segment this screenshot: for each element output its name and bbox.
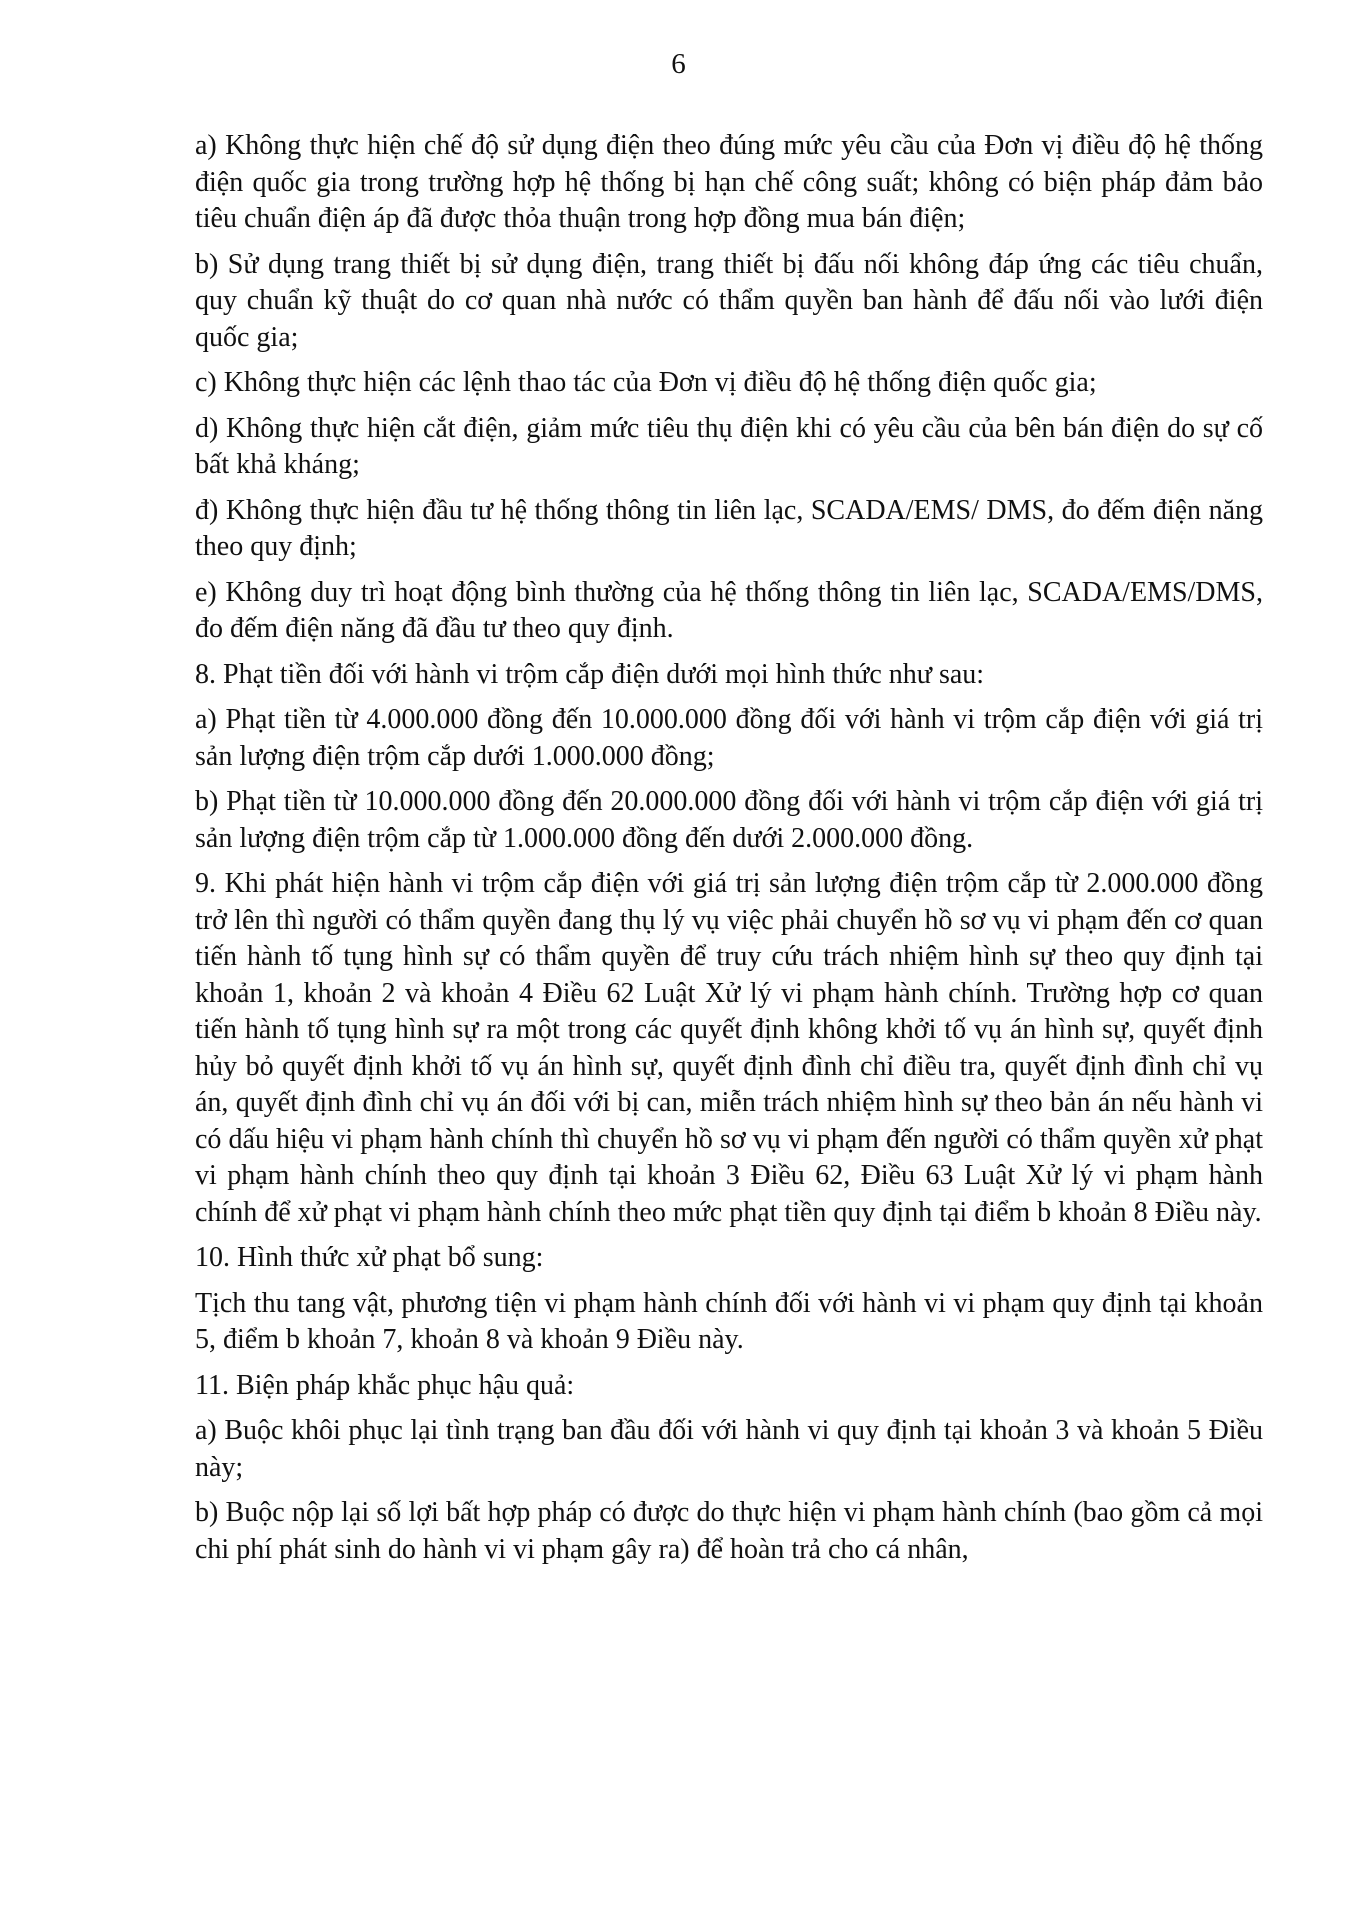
clause-7d: d) Không thực hiện cắt điện, giảm mức tiêu thụ điện khi có yêu cầu của bên bán điện do sự cố bất khả kháng; — [195, 412, 1263, 480]
clause-7e: e) Không duy trì hoạt động bình thường của hệ thống thông tin liên lạc, SCADA/EMS/DMS, đo đếm điện năng đã đầu tư theo quy định. — [195, 576, 1263, 644]
clause-11b: b) Buộc nộp lại số lợi bất hợp pháp có được do thực hiện vi phạm hành chính (bao gồm cả mọi chi phí phát sinh do hành vi vi phạm gây ra) để hoàn trả cho cá nhân, — [195, 1497, 1263, 1565]
clause-7c: c) Không thực hiện các lệnh thao tác của Đơn vị điều độ hệ thống điện quốc gia; — [195, 367, 1097, 398]
document-body — [195, 128, 1263, 1577]
clause-11a: a) Buộc khôi phục lại tình trạng ban đầu đối với hành vi quy định tại khoản 3 và khoản 5 Điều này; — [195, 1415, 1263, 1483]
clause-11-heading: 11. Biện pháp khắc phục hậu quả: — [195, 1369, 575, 1401]
clause-7a: a) Không thực hiện chế độ sử dụng điện theo đúng mức yêu cầu của Đơn vị điều độ hệ thống điện quốc gia trong trường hợp hệ thống bị hạn chế công suất; không có biện pháp đảm bảo tiêu chuẩn điện áp đã được thỏa thuận trong hợp đồng mua bán điện; — [195, 130, 1263, 234]
clause-10-heading: 10. Hình thức xử phạt bổ sung: — [195, 1242, 544, 1273]
page-number: 6 — [671, 48, 686, 80]
clause-7b: b) Sử dụng trang thiết bị sử dụng điện, trang thiết bị đấu nối không đáp ứng các tiêu chuẩn, quy chuẩn kỹ thuật do cơ quan nhà nước có thẩm quyền ban hành để đấu nối vào lưới điện quốc gia; — [195, 248, 1263, 353]
clause-9: 9. Khi phát hiện hành vi trộm cắp điện với giá trị sản lượng điện trộm cắp từ 2.000.000 đồng trở lên thì người có thẩm quyền đang thụ lý vụ việc phải chuyển hồ sơ vụ vi phạm đến cơ quan tiến hành tố tụng hình sự có thẩm quyền để truy cứu trách nhiệm hình sự theo quy định tại khoản 1, khoản 2 và khoản 4 Điều 62 Luật Xử lý vi phạm hành chính. Trường hợp cơ quan tiến hành tố tụng hình sự ra một trong các quyết định không khởi tố vụ án hình sự, quyết định hủy bỏ quyết định khởi tố vụ án hình sự, quyết định đình chỉ điều tra, quyết định đình chỉ vụ án, quyết định đình chỉ vụ án đối với bị can, miễn trách nhiệm hình sự theo bản án nếu hành vi có dấu hiệu vi phạm hành chính thì chuyển hồ sơ vụ vi phạm đến người có thẩm quyền xử phạt vi phạm hành chính theo quy định tại khoản 3 Điều 62, Điều 63 Luật Xử lý vi phạm hành chính để xử phạt vi phạm hành chính theo mức phạt tiền quy định tại điểm b khoản 8 Điều này. — [195, 868, 1263, 1228]
clause-10-body: Tịch thu tang vật, phương tiện vi phạm hành chính đối với hành vi vi phạm quy định tại khoản 5, điểm b khoản 7, khoản 8 và khoản 9 Điều này. — [195, 1287, 1263, 1355]
clause-8b: b) Phạt tiền từ 10.000.000 đồng đến 20.000.000 đồng đối với hành vi trộm cắp điện với giá trị sản lượng điện trộm cắp từ 1.000.000 đồng đến dưới 2.000.000 đồng. — [195, 786, 1263, 854]
clause-8-heading: 8. Phạt tiền đối với hành vi trộm cắp điện dưới mọi hình thức như sau: — [195, 658, 985, 690]
clause-8a: a) Phạt tiền từ 4.000.000 đồng đến 10.000.000 đồng đối với hành vi trộm cắp điện với giá trị sản lượng điện trộm cắp dưới 1.000.000 đồng; — [195, 704, 1263, 772]
clause-7dd: đ) Không thực hiện đầu tư hệ thống thông tin liên lạc, SCADA/EMS/ DMS, đo đếm điện năng theo quy định; — [195, 494, 1263, 562]
